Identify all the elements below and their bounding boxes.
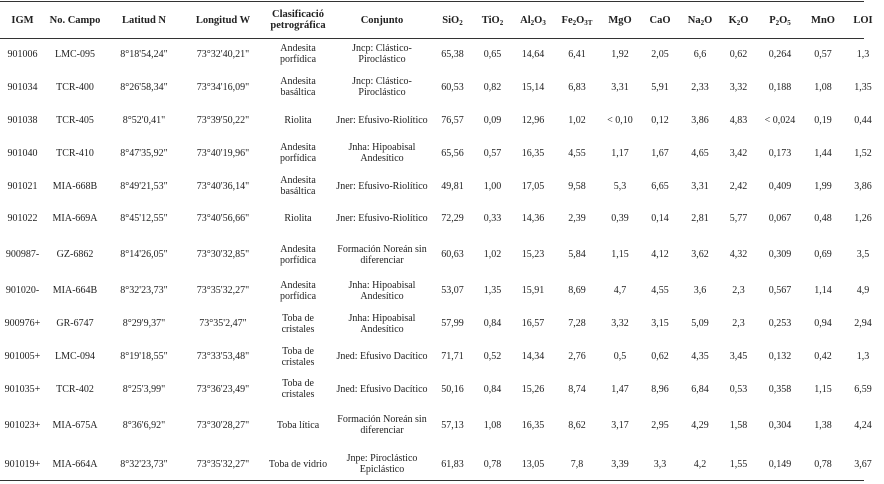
cell-lon: 73°35'2,47" (199, 318, 247, 330)
cell-value: 4,29 (691, 419, 709, 431)
cell-value: 3,3 (653, 458, 667, 470)
cell-value: 16,35 (521, 147, 545, 159)
cell-value: 1,02 (568, 114, 586, 126)
column-header-subscript: 2 (775, 18, 780, 27)
cell-value: 3,62 (691, 249, 709, 261)
column-header (511, 2, 555, 38)
cell-value: 0,44 (854, 114, 872, 126)
cell-value: 15,26 (521, 383, 545, 395)
cell-campo: TCR-400 (56, 81, 94, 93)
cell-value: 0,567 (768, 285, 792, 297)
cell-value: 65,56 (441, 147, 464, 159)
cell-conjunto: Jner: Efusivo-Riolítico (336, 180, 428, 192)
cell-igm: 901019+ (4, 458, 41, 470)
column-header-text: LOI (853, 14, 873, 26)
column-header (183, 2, 263, 38)
cell-value: 0,309 (768, 249, 792, 261)
cell-campo: LMC-095 (55, 48, 95, 60)
column-header (431, 2, 474, 38)
cell-conjunto: Jnha: Hipoabisal Andesítico (348, 312, 416, 335)
cell-value: 3,15 (651, 318, 669, 330)
cell-value: 1,14 (814, 285, 832, 297)
cell-campo: MIA-664A (52, 458, 98, 470)
column-header-text: Fe (561, 14, 573, 26)
column-header-text: O (704, 14, 713, 26)
cell-lat: 8°14'26,05" (120, 249, 168, 261)
table-row (0, 445, 884, 484)
cell-campo: TCR-402 (56, 383, 94, 395)
cell-value: 1,02 (483, 249, 502, 261)
cell-campo: GZ-6862 (56, 249, 94, 261)
column-header (679, 2, 721, 38)
cell-value: 4,2 (693, 458, 707, 470)
cell-value: 17,05 (521, 180, 545, 192)
cell-conjunto: Jned: Efusivo Dacítico (336, 351, 428, 363)
cell-value: < 0,10 (607, 114, 633, 126)
cell-value: 8,62 (568, 419, 586, 431)
cell-value: 61,83 (441, 458, 464, 470)
cell-value: 1,58 (729, 419, 748, 431)
cell-value: 4,55 (651, 285, 669, 297)
column-header (263, 2, 333, 38)
cell-value: 4,7 (613, 285, 627, 297)
table-row (0, 373, 884, 406)
cell-value: 8,96 (651, 383, 669, 395)
cell-value: 57,13 (441, 419, 464, 431)
cell-value: 3,67 (854, 458, 872, 470)
cell-value: 1,35 (854, 81, 872, 93)
cell-value: 5,84 (568, 249, 586, 261)
cell-value: 2,33 (691, 81, 709, 93)
cell-value: 4,55 (568, 147, 586, 159)
cell-lon: 73°33'53,48" (196, 351, 250, 363)
cell-value: 0,84 (483, 318, 502, 330)
cell-value: 15,14 (521, 81, 545, 93)
cell-value: 14,36 (521, 213, 545, 225)
cell-value: 2,42 (729, 180, 748, 192)
cell-value: 3,42 (729, 147, 748, 159)
cell-igm: 900976+ (4, 318, 41, 330)
cell-campo: MIA-664B (52, 285, 98, 297)
cell-value: 50,16 (441, 383, 464, 395)
table-header (0, 2, 884, 38)
cell-clasif: Toba lítica (276, 419, 320, 431)
cell-value: 1,47 (611, 383, 629, 395)
column-header (721, 2, 756, 38)
cell-value: 0,42 (814, 351, 832, 363)
table-row (0, 71, 884, 104)
cell-value: 3,5 (856, 249, 870, 261)
cell-igm: 901020- (5, 285, 40, 297)
cell-value: 8,74 (568, 383, 586, 395)
cell-value: 76,57 (441, 114, 464, 126)
column-header-subscript: 2 (736, 18, 741, 27)
cell-value: 0,33 (483, 213, 502, 225)
cell-campo: TCR-410 (56, 147, 94, 159)
cell-value: 2,3 (732, 285, 745, 297)
cell-value: 6,41 (568, 48, 586, 60)
cell-value: 0,304 (768, 419, 792, 431)
cell-lon: 73°35'32,27" (196, 458, 250, 470)
cell-lat: 8°32'23,73" (120, 285, 168, 297)
column-header-subscript: 3 (542, 18, 546, 27)
cell-value: 0,5 (613, 351, 627, 363)
cell-igm: 901022 (7, 213, 38, 225)
cell-value: 3,31 (691, 180, 709, 192)
cell-clasif: Riolita (284, 213, 312, 225)
cell-value: 4,35 (691, 351, 709, 363)
cell-value: 14,34 (521, 351, 545, 363)
cell-igm: 901006 (7, 48, 38, 60)
table-row (0, 406, 884, 445)
cell-value: 0,409 (768, 180, 792, 192)
cell-clasif: Toba de cristales (281, 312, 315, 335)
column-header-text: Conjunto (360, 14, 404, 26)
column-header-text: O (779, 14, 788, 26)
cell-value: 0,57 (483, 147, 502, 159)
cell-clasif: Toba de cristales (281, 345, 315, 368)
cell-conjunto: Jned: Efusivo Dacítico (336, 383, 428, 395)
column-header-subscript: 2 (459, 18, 463, 27)
cell-value: 0,53 (729, 383, 748, 395)
cell-value: 0,067 (768, 213, 792, 225)
cell-value: 49,81 (441, 180, 464, 192)
cell-lat: 8°47'35,92" (120, 147, 168, 159)
cell-value: 60,63 (441, 249, 464, 261)
cell-value: 1,08 (483, 419, 502, 431)
column-header-text: CaO (649, 14, 671, 26)
table-body (0, 38, 884, 484)
cell-value: 5,09 (691, 318, 709, 330)
cell-value: 2,94 (854, 318, 872, 330)
cell-value: 0,78 (814, 458, 832, 470)
cell-value: 2,95 (651, 419, 669, 431)
cell-value: 57,99 (441, 318, 464, 330)
column-header-subscript: 5 (787, 18, 791, 27)
cell-value: 0,62 (729, 48, 748, 60)
column-header-text: Na (687, 14, 701, 26)
cell-igm: 901035+ (4, 383, 41, 395)
cell-value: 0,149 (768, 458, 792, 470)
cell-conjunto: Formación Noreán sin diferenciar (337, 243, 427, 266)
column-header-text: SiO (442, 14, 460, 26)
cell-value: 1,08 (814, 81, 832, 93)
cell-value: 71,71 (441, 351, 464, 363)
cell-value: 0,14 (651, 213, 669, 225)
table-row (0, 38, 884, 71)
cell-value: 15,23 (521, 249, 545, 261)
column-header-text: Longitud W (195, 14, 251, 26)
cell-value: 1,44 (814, 147, 832, 159)
geochemistry-table (0, 2, 884, 484)
column-header-text: No. Campo (49, 14, 101, 26)
cell-lon: 73°35'32,27" (196, 285, 250, 297)
cell-value: 0,62 (651, 351, 669, 363)
table-row (0, 104, 884, 137)
cell-value: 6,59 (854, 383, 872, 395)
cell-value: 6,6 (693, 48, 707, 60)
cell-value: 3,32 (611, 318, 629, 330)
cell-value: 6,83 (568, 81, 586, 93)
column-header (45, 2, 105, 38)
table-row (0, 170, 884, 203)
cell-value: 1,99 (814, 180, 832, 192)
cell-campo: MIA-675A (52, 419, 98, 431)
cell-lon: 73°36'23,49" (196, 383, 250, 395)
cell-value: 72,29 (441, 213, 464, 225)
cell-lat: 8°18'54,24" (120, 48, 168, 60)
cell-value: 1,52 (854, 147, 872, 159)
cell-igm: 901040 (7, 147, 38, 159)
column-header-text: MgO (608, 14, 632, 26)
cell-igm: 900987- (5, 249, 40, 261)
cell-conjunto: Jncp: Clástico-Piroclástico (352, 43, 412, 66)
cell-value: 0,09 (483, 114, 502, 126)
cell-value: 4,12 (651, 249, 669, 261)
column-header-subscript: 2 (572, 18, 577, 27)
column-header-text: Clasificació petrográfica (270, 9, 326, 31)
cell-igm: 901021 (7, 180, 38, 192)
column-header (756, 2, 804, 38)
table-row (0, 340, 884, 373)
cell-campo: GR-6747 (56, 318, 94, 330)
cell-value: 0,69 (814, 249, 832, 261)
cell-value: 5,77 (729, 213, 748, 225)
cell-value: 0,12 (651, 114, 669, 126)
column-header-subscript: 2 (530, 18, 535, 27)
cell-clasif: Toba de cristales (281, 378, 315, 401)
column-header-text: O (576, 14, 585, 26)
cell-value: 1,35 (483, 285, 502, 297)
cell-clasif: Andesita basáltica (280, 76, 316, 99)
cell-value: 2,76 (568, 351, 586, 363)
cell-value: 2,81 (691, 213, 709, 225)
cell-conjunto: Jnha: Hipoabisal Andesítico (348, 142, 416, 165)
cell-value: 1,17 (611, 147, 629, 159)
column-header (804, 2, 842, 38)
cell-value: 12,96 (521, 114, 545, 126)
column-header (105, 2, 183, 38)
cell-value: 15,91 (521, 285, 545, 297)
cell-conjunto: Jner: Efusivo-Riolítico (336, 213, 428, 225)
cell-value: 16,35 (521, 419, 545, 431)
cell-value: 1,15 (814, 383, 832, 395)
cell-value: 1,67 (651, 147, 669, 159)
cell-value: 1,3 (856, 351, 870, 363)
cell-lat: 8°25'3,99" (122, 383, 166, 395)
cell-value: 4,24 (854, 419, 872, 431)
cell-lon: 73°32'40,21" (196, 48, 250, 60)
cell-value: 4,32 (729, 249, 748, 261)
cell-value: 0,264 (768, 48, 792, 60)
cell-campo: TCR-405 (56, 114, 94, 126)
cell-value: 2,3 (732, 318, 745, 330)
cell-value: 0,94 (814, 318, 832, 330)
cell-lat: 8°32'23,73" (120, 458, 168, 470)
column-header-subscript: 2 (499, 18, 504, 27)
cell-value: 3,31 (611, 81, 629, 93)
table-row (0, 274, 884, 307)
cell-value: 0,188 (768, 81, 792, 93)
cell-clasif: Andesita porfídica (279, 43, 317, 66)
cell-value: 0,132 (768, 351, 792, 363)
cell-value: 60,53 (441, 81, 464, 93)
column-header-text: P (769, 14, 776, 26)
cell-value: 0,48 (814, 213, 832, 225)
column-header (842, 2, 884, 38)
cell-value: 4,83 (729, 114, 748, 126)
column-header-subscript: 2 (700, 18, 705, 27)
cell-clasif: Andesita porfídica (279, 279, 317, 302)
header-row (0, 2, 884, 38)
cell-clasif: Riolita (284, 114, 312, 126)
cell-lat: 8°26'58,34" (120, 81, 168, 93)
cell-lat: 8°29'9,37" (122, 318, 166, 330)
cell-value: 0,253 (768, 318, 792, 330)
column-header-text: TiO (481, 14, 500, 26)
cell-value: 5,91 (651, 81, 669, 93)
column-header-text: Al (520, 14, 531, 26)
cell-value: 1,26 (854, 213, 872, 225)
cell-lon: 73°30'28,27" (196, 419, 250, 431)
cell-conjunto: Jner: Efusivo-Riolítico (336, 114, 428, 126)
cell-value: 1,92 (611, 48, 629, 60)
cell-lat: 8°49'21,53" (120, 180, 168, 192)
cell-value: 0,82 (483, 81, 502, 93)
cell-lon: 73°39'50,22" (196, 114, 250, 126)
cell-clasif: Toba de vidrio (268, 458, 328, 470)
cell-lat: 8°45'12,55" (120, 213, 168, 225)
column-header (0, 2, 45, 38)
cell-value: 4,65 (691, 147, 709, 159)
cell-value: 13,05 (521, 458, 545, 470)
column-header-text: Latitud N (121, 14, 167, 26)
cell-lat: 8°36'6,92" (122, 419, 166, 431)
cell-value: 0,78 (483, 458, 502, 470)
cell-igm: 901038 (7, 114, 38, 126)
cell-value: 2,05 (651, 48, 669, 60)
cell-clasif: Andesita basáltica (280, 175, 316, 197)
cell-lat: 8°52'0,41" (122, 114, 166, 126)
cell-value: 3,32 (729, 81, 748, 93)
column-header (555, 2, 599, 38)
table-row (0, 235, 884, 274)
column-header-subscript: 3T (584, 18, 593, 27)
cell-clasif: Andesita porfídica (279, 142, 317, 165)
column-header (599, 2, 641, 38)
column-header (641, 2, 679, 38)
cell-value: 0,173 (768, 147, 792, 159)
cell-value: 3,6 (693, 285, 707, 297)
cell-lon: 73°34'16,09" (196, 81, 250, 93)
cell-campo: LMC-094 (55, 351, 95, 363)
cell-lon: 73°40'56,66" (196, 213, 250, 225)
cell-value: 1,3 (856, 48, 870, 60)
column-header-text: O (534, 14, 543, 26)
cell-value: 3,86 (691, 114, 709, 126)
column-header (474, 2, 511, 38)
cell-value: 0,65 (483, 48, 502, 60)
column-header (333, 2, 431, 38)
cell-value: 6,84 (691, 383, 709, 395)
cell-value: 0,358 (768, 383, 792, 395)
cell-value: 1,00 (483, 180, 502, 192)
cell-igm: 901023+ (4, 419, 41, 431)
cell-conjunto: Jnpe: Piroclástico Epiclástico (346, 453, 418, 476)
cell-value: < 0,024 (764, 114, 796, 126)
cell-clasif: Andesita porfídica (279, 243, 317, 266)
cell-value: 65,38 (441, 48, 464, 60)
cell-value: 2,39 (568, 213, 586, 225)
table-row (0, 137, 884, 170)
cell-value: 3,17 (611, 419, 629, 431)
cell-value: 7,8 (570, 458, 584, 470)
cell-value: 8,69 (568, 285, 586, 297)
column-header-text: MnO (811, 14, 835, 26)
cell-value: 53,07 (441, 285, 464, 297)
cell-value: 0,57 (814, 48, 832, 60)
column-header-text: K (728, 14, 737, 26)
cell-lon: 73°30'32,85" (196, 249, 250, 261)
cell-lon: 73°40'19,96" (196, 147, 250, 159)
cell-campo: MIA-669A (52, 213, 98, 225)
column-header-text: O (740, 14, 749, 26)
cell-value: 3,86 (854, 180, 872, 192)
cell-value: 1,55 (729, 458, 748, 470)
table-row (0, 307, 884, 340)
cell-value: 3,39 (611, 458, 629, 470)
cell-value: 3,45 (729, 351, 748, 363)
cell-value: 1,38 (814, 419, 832, 431)
cell-lat: 8°19'18,55" (120, 351, 168, 363)
cell-conjunto: Jnha: Hipoabisal Andesítico (348, 279, 416, 302)
cell-value: 14,64 (521, 48, 545, 60)
cell-value: 0,19 (814, 114, 832, 126)
cell-value: 0,39 (611, 213, 629, 225)
cell-value: 16,57 (521, 318, 545, 330)
cell-conjunto: Formación Noreán sin diferenciar (337, 414, 427, 437)
cell-lon: 73°40'36,14" (196, 180, 250, 192)
cell-value: 6,65 (651, 180, 669, 192)
cell-conjunto: Jncp: Clástico-Piroclástico (352, 76, 412, 99)
cell-value: 0,84 (483, 383, 502, 395)
cell-campo: MIA-668B (52, 180, 98, 192)
cell-value: 5,3 (613, 180, 627, 192)
cell-igm: 901034 (7, 81, 38, 93)
cell-value: 9,58 (568, 180, 586, 192)
cell-igm: 901005+ (4, 351, 41, 363)
cell-value: 0,52 (483, 351, 502, 363)
table-row (0, 202, 884, 235)
cell-value: 1,15 (611, 249, 629, 261)
column-header-text: IGM (11, 14, 34, 26)
cell-value: 7,28 (568, 318, 586, 330)
cell-value: 4,9 (856, 285, 870, 297)
